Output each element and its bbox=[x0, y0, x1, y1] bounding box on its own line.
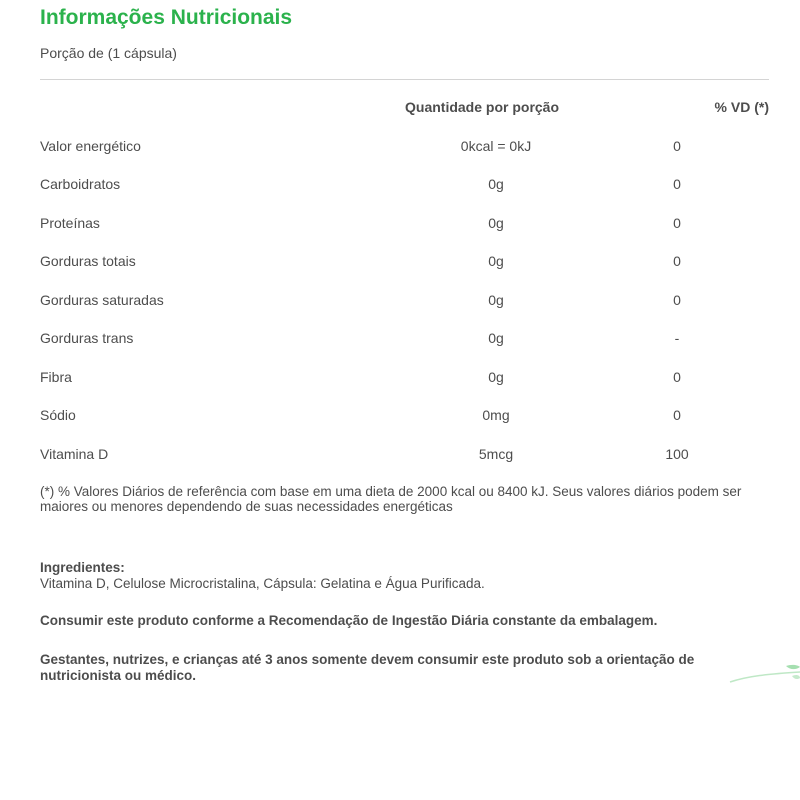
nutrient-daily-value: 100 bbox=[665, 446, 689, 462]
table-row bbox=[40, 176, 769, 198]
page-title: Informações Nutricionais bbox=[40, 6, 293, 29]
nutrient-quantity: 0g bbox=[488, 176, 504, 192]
ingredients-text: Vitamina D, Celulose Microcristalina, Cápsula: Gelatina e Água Purificada. bbox=[40, 576, 485, 591]
nutrient-name: Carboidratos bbox=[40, 176, 121, 192]
table-row bbox=[40, 369, 769, 391]
consumption-note: Consumir este produto conforme a Recomendação de Ingestão Diária constante da embalagem. bbox=[40, 613, 658, 628]
nutrient-daily-value: 0 bbox=[673, 407, 681, 423]
nutrient-quantity: 0g bbox=[488, 253, 504, 269]
nutrient-daily-value: 0 bbox=[673, 176, 681, 192]
nutrient-quantity: 0g bbox=[488, 215, 504, 231]
table-row bbox=[40, 330, 769, 352]
column-header-quantity: Quantidade por porção bbox=[405, 99, 560, 115]
nutrient-name: Gorduras trans bbox=[40, 330, 134, 346]
nutrient-name: Gorduras totais bbox=[40, 253, 136, 269]
table-row bbox=[40, 138, 769, 160]
table-row bbox=[40, 446, 769, 468]
nutrient-name: Proteínas bbox=[40, 215, 100, 231]
nutrient-quantity: 5mcg bbox=[478, 446, 514, 462]
nutrient-quantity: 0g bbox=[488, 330, 504, 346]
nutrient-name: Sódio bbox=[40, 407, 76, 423]
nutrient-name: Gorduras saturadas bbox=[40, 292, 164, 308]
nutrient-name: Fibra bbox=[40, 369, 72, 385]
table-row bbox=[40, 407, 769, 429]
table-row bbox=[40, 253, 769, 275]
nutrient-daily-value: 0 bbox=[673, 369, 681, 385]
nutrient-daily-value: 0 bbox=[673, 292, 681, 308]
nutrient-daily-value: - bbox=[674, 330, 680, 346]
nutrient-name: Vitamina D bbox=[40, 446, 109, 462]
nutrient-name: Valor energético bbox=[40, 138, 141, 154]
nutrient-quantity: 0g bbox=[488, 369, 504, 385]
table-row bbox=[40, 215, 769, 237]
portion-label: Porção de (1 cápsula) bbox=[40, 45, 177, 61]
nutrient-daily-value: 0 bbox=[673, 253, 681, 269]
nutrient-quantity: 0mg bbox=[482, 407, 510, 423]
decorative-leaf-icon bbox=[728, 662, 800, 684]
nutrient-daily-value: 0 bbox=[673, 215, 681, 231]
warning-note: Gestantes, nutrizes, e crianças até 3 anos somente devem consumir este produto sob a orientação de nutricionista ou médico. bbox=[40, 652, 695, 683]
column-header-daily-value: % VD (*) bbox=[714, 99, 769, 115]
nutrient-quantity: 0g bbox=[488, 292, 504, 308]
table-row bbox=[40, 292, 769, 314]
divider bbox=[40, 79, 769, 80]
daily-value-footnote: (*) % Valores Diários de referência com base em uma dieta de 2000 kcal ou 8400 kJ. Seus valores diários podem ser maiores ou menores dependendo de suas necessidades energéticas bbox=[40, 484, 742, 514]
nutrient-quantity: 0kcal = 0kJ bbox=[460, 138, 532, 154]
ingredients-heading: Ingredientes: bbox=[40, 560, 125, 575]
nutrient-daily-value: 0 bbox=[673, 138, 681, 154]
